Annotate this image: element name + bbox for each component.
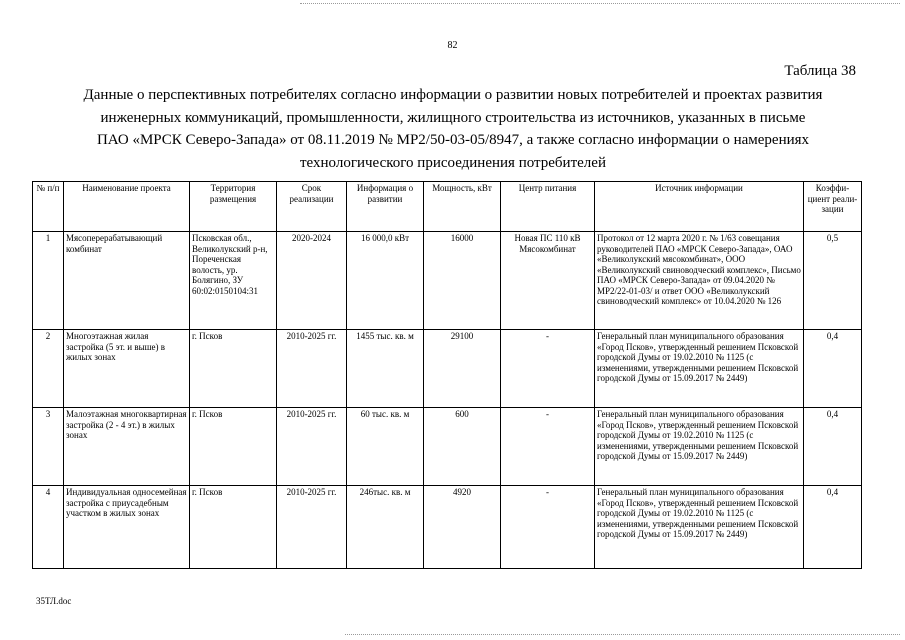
cell-project: Индивидуальная односемейная застройка с приусадебным участком в жилых зонах: [64, 486, 190, 569]
document-title: [28, 84, 878, 174]
cell-center: -: [501, 486, 595, 569]
cell-number: 3: [33, 408, 64, 486]
cell-number: 1: [33, 232, 64, 330]
cell-territory: Псковская обл., Великолукский р-н, Пореченская волость, ур. Болягино, ЗУ 60:02:0150104:31: [190, 232, 277, 330]
column-header: № п/п: [33, 182, 64, 232]
cell-period: 2010-2025 гг.: [277, 408, 347, 486]
cell-power: 600: [424, 408, 501, 486]
cell-coefficient: 0,5: [804, 232, 862, 330]
table-label: Таблица 38: [784, 63, 856, 79]
cell-power: 16000: [424, 232, 501, 330]
cell-info: 246тыс. кв. м: [347, 486, 424, 569]
title-line: Данные о перспективных потребителях согласно информации о развитии новых потребителей и проектах развития: [83, 87, 823, 103]
cell-coefficient: 0,4: [804, 408, 862, 486]
column-header: Информация о развитии: [347, 182, 424, 232]
table-row: [33, 486, 862, 569]
column-header: Источник информации: [595, 182, 804, 232]
column-header: Коэффи-циент реали-зации: [804, 182, 862, 232]
cell-info: 60 тыс. кв. м: [347, 408, 424, 486]
cell-project: Многоэтажная жилая застройка (5 эт. и выше) в жилых зонах: [64, 330, 190, 408]
title-line: технологического присоединения потребителей: [300, 154, 606, 171]
cell-power: 4920: [424, 486, 501, 569]
cell-power: 29100: [424, 330, 501, 408]
cell-center: Новая ПС 110 кВ Мясокомбинат: [501, 232, 595, 330]
cell-period: 2010-2025 гг.: [277, 486, 347, 569]
scan-edge-bottom: [345, 634, 900, 635]
column-header: Наименование проекта: [64, 182, 190, 232]
column-header: Центр питания: [501, 182, 595, 232]
table-header-row: [33, 182, 862, 232]
cell-source: Генеральный план муниципального образования «Город Псков», утвержденный решением Псковской городской Думы от 19.02.2010 № 1125 (с изменениями, утвержденными решением Псковской городской Думы от 15.09.2017 № 2449): [595, 330, 804, 408]
cell-territory: г. Псков: [190, 408, 277, 486]
cell-project: Мясоперерабатывающий комбинат: [64, 232, 190, 330]
table-row: [33, 330, 862, 408]
cell-info: 16 000,0 кВт: [347, 232, 424, 330]
consumers-table: [32, 181, 862, 569]
cell-territory: г. Псков: [190, 330, 277, 408]
cell-coefficient: 0,4: [804, 330, 862, 408]
file-name-footer: 35ТЛ.doc: [36, 596, 72, 606]
cell-number: 4: [33, 486, 64, 569]
cell-center: -: [501, 408, 595, 486]
cell-source: Генеральный план муниципального образования «Город Псков», утвержденный решением Псковской городской Думы от 19.02.2010 № 1125 (с изменениями, утвержденными решением Псковской городской Думы от 15.09.2017 № 2449): [595, 408, 804, 486]
cell-source: Генеральный план муниципального образования «Город Псков», утвержденный решением Псковской городской Думы от 19.02.2010 № 1125 (с изменениями, утвержденными решением Псковской городской Думы от 15.09.2017 № 2449): [595, 486, 804, 569]
cell-coefficient: 0,4: [804, 486, 862, 569]
cell-center: -: [501, 330, 595, 408]
cell-territory: г. Псков: [190, 486, 277, 569]
cell-period: 2020-2024: [277, 232, 347, 330]
cell-project: Малоэтажная многоквартирная застройка (2 - 4 эт.) в жилых зонах: [64, 408, 190, 486]
cell-period: 2010-2025 гг.: [277, 330, 347, 408]
cell-number: 2: [33, 330, 64, 408]
table-row: [33, 408, 862, 486]
column-header: Территория размещения: [190, 182, 277, 232]
column-header: Мощность, кВт: [424, 182, 501, 232]
cell-source: Протокол от 12 марта 2020 г. № 1/63 совещания руководителей ПАО «МРСК Северо-Запада», ОАО «Великолукский мясокомбинат», ООО «Великолукский свиноводческий комплекс», Письмо ПАО «МРСК Северо-Запада» от 09.04.2020 № МР2/22-01-03/ и ответ ООО «Великолукский свиноводческий комплекс» от 10.04.2020 № 126: [595, 232, 804, 330]
column-header: Срок реализации: [277, 182, 347, 232]
scan-edge-top: [300, 3, 900, 4]
title-line: ПАО «МРСК Северо-Запада» от 08.11.2019 № МР2/50-03-05/8947, а также согласно информации о намерениях: [96, 132, 810, 148]
page-number: 82: [447, 40, 458, 51]
table-row: [33, 232, 862, 330]
title-line: инженерных коммуникаций, промышленности, жилищного строительства из источников, указанных в письме: [100, 109, 806, 126]
cell-info: 1455 тыс. кв. м: [347, 330, 424, 408]
